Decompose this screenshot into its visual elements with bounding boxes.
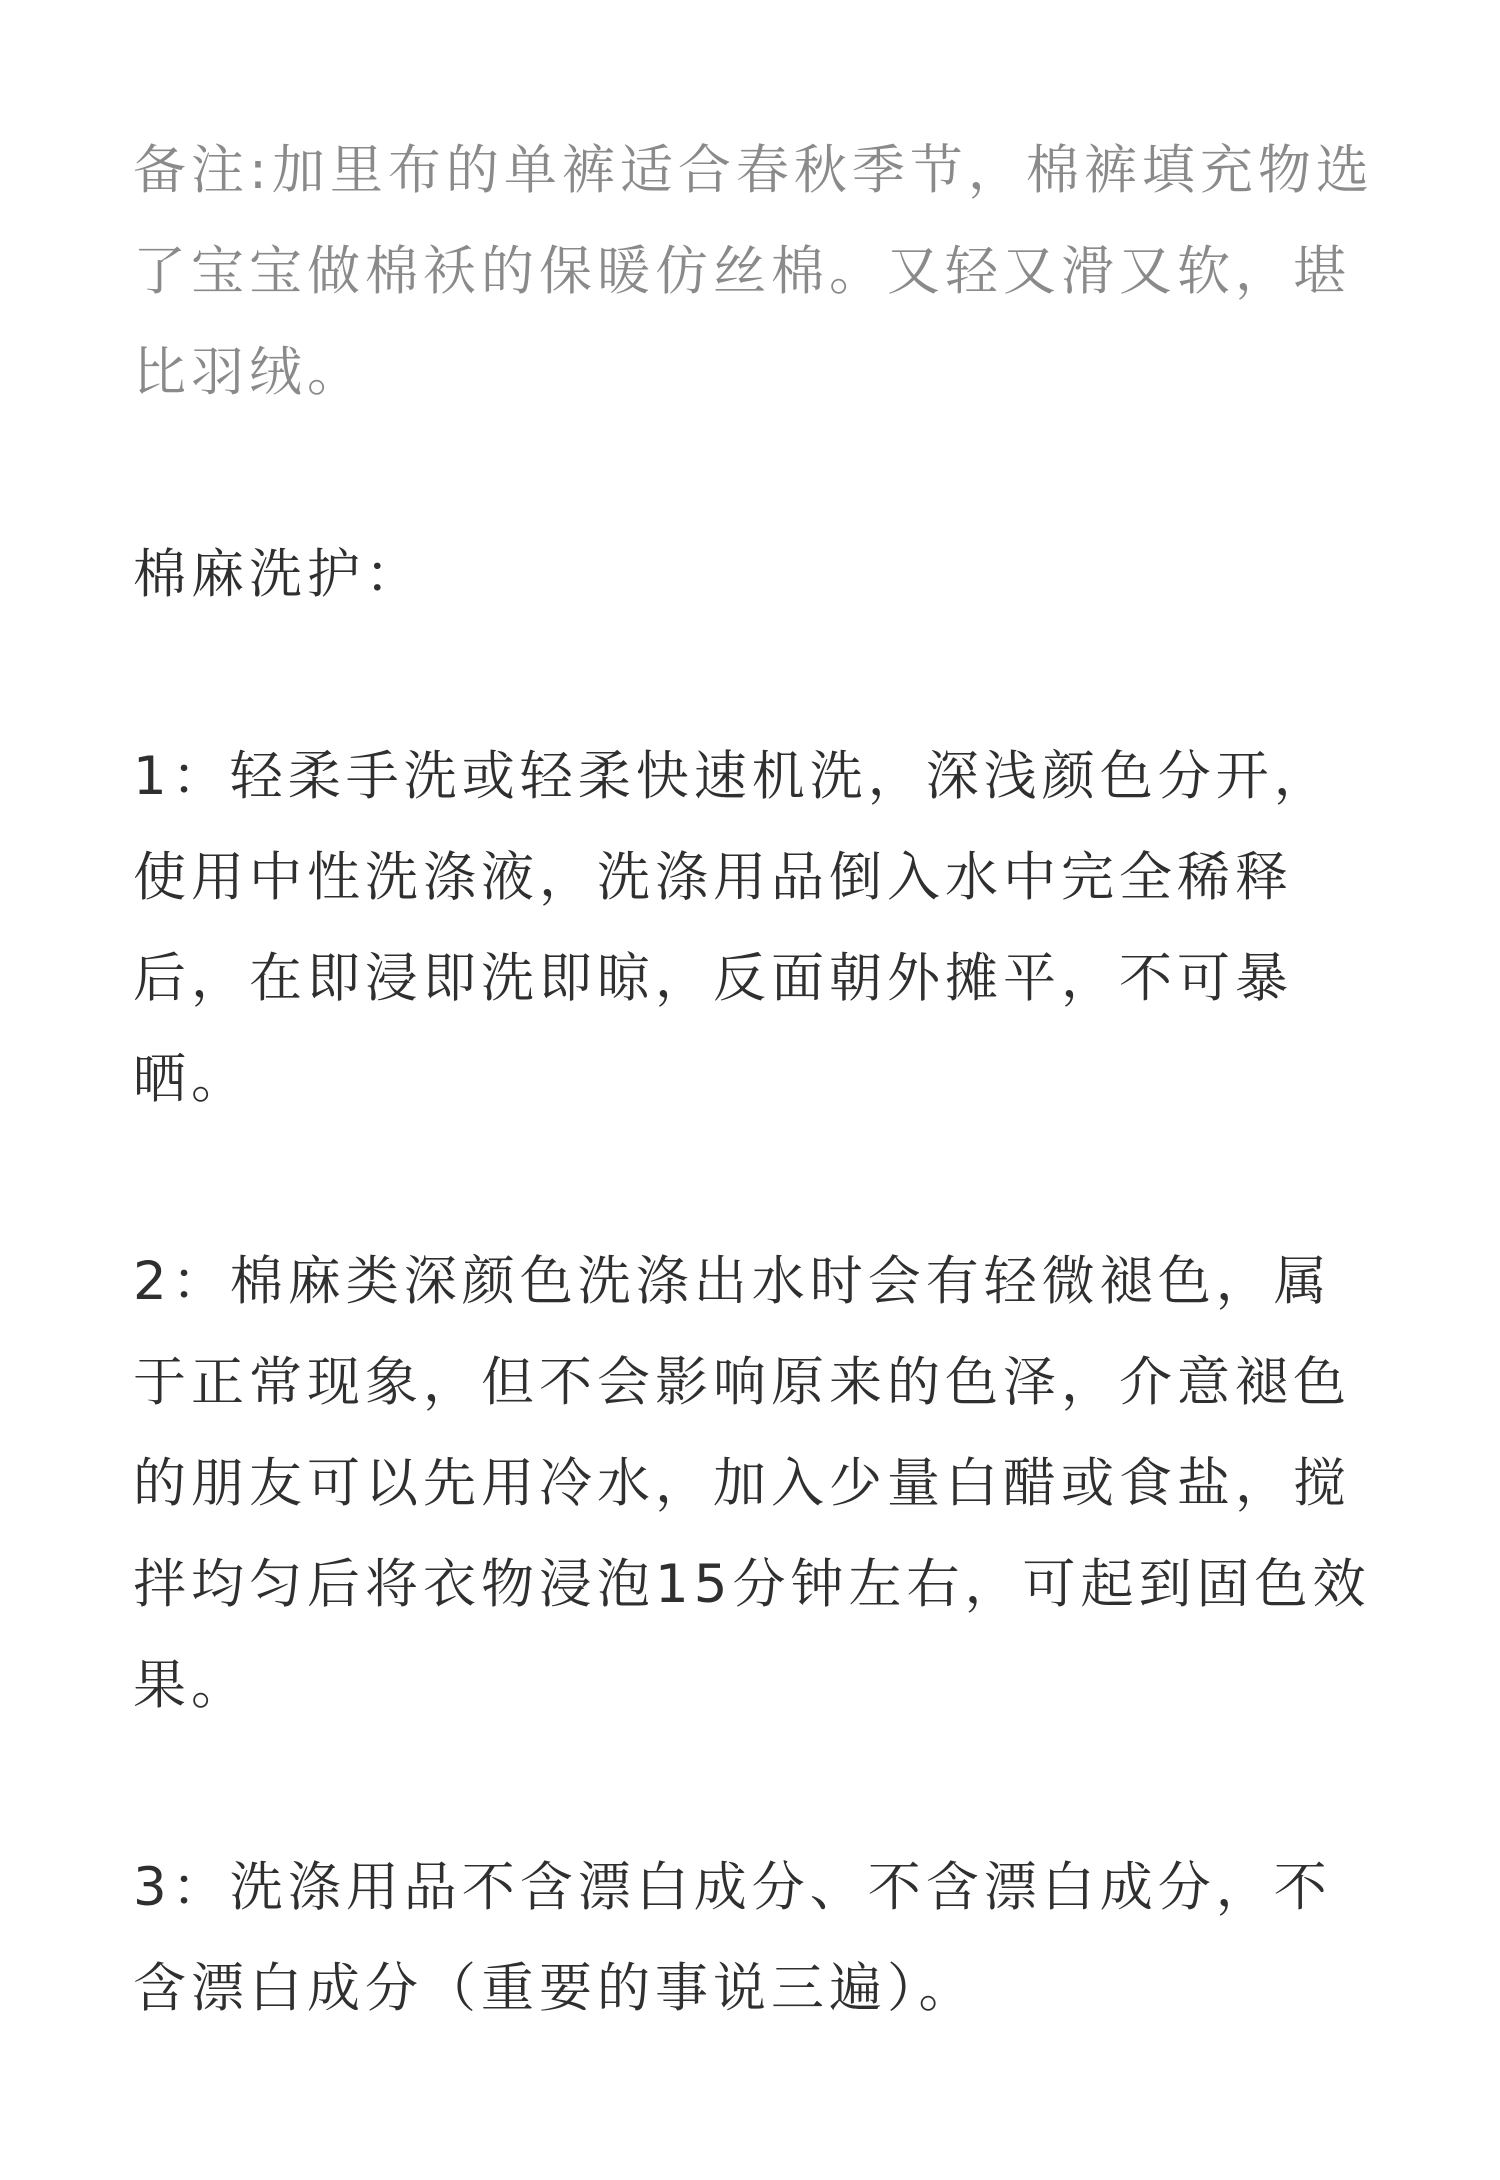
note-paragraph: 备注:加里布的单裤适合春秋季节，棉裤填充物选了宝宝做棉袄的保暖仿丝棉。又轻又滑又软，堪比羽绒。	[133, 140, 1374, 403]
spacer	[133, 1130, 1383, 1231]
care-item-2: 2：棉麻类深颜色洗涤出水时会有轻微褪色，属于正常现象，但不会影响原来的色泽，介意褪色的朋友可以先用冷水，加入少量白醋或食盐，搅拌均匀后将衣物浸泡15分钟左右，可起到固色效果。	[133, 1251, 1371, 1716]
spacer	[133, 1736, 1383, 1837]
care-item-3: 3：洗涤用品不含漂白成分、不含漂白成分，不含漂白成分（重要的事说三遍）。	[133, 1857, 1332, 2019]
care-instructions-page	[133, 120, 1383, 2039]
spacer	[133, 625, 1383, 726]
care-item-1: 1：轻柔手洗或轻柔快速机洗，深浅颜色分开，使用中性洗涤液，洗涤用品倒入水中完全稀释后，在即浸即洗即晾，反面朝外摊平，不可暴晒。	[133, 746, 1332, 1110]
spacer	[133, 423, 1383, 524]
care-heading: 棉麻洗护：	[133, 544, 423, 605]
